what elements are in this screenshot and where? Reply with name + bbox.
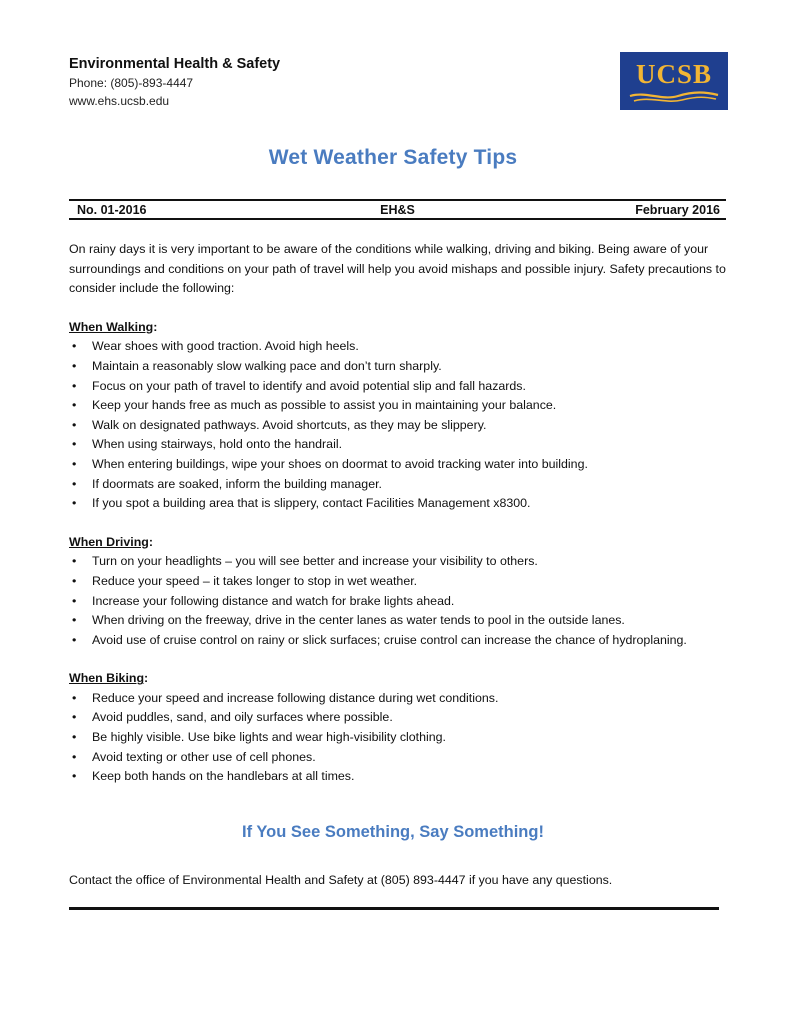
bullet-icon: •	[72, 437, 77, 452]
list-item: • Walk on designated pathways. Avoid shortcuts, as they may be slippery.	[69, 416, 729, 436]
intro-paragraph: On rainy days it is very important to be aware of the conditions while walking, driving and biking. Being aware of your surroundings and conditions on your path of travel will help you avoid mishaps and possible injury. Safety precautions to consider include the following:	[69, 242, 726, 296]
slogan: If You See Something, Say Something!	[242, 823, 544, 841]
list-item: • Be highly visible. Use bike lights and wear high-visibility clothing.	[69, 728, 729, 748]
logo-wave-icon	[628, 90, 720, 104]
list-item: • Keep both hands on the handlebars at all times.	[69, 767, 729, 787]
list-item: • Maintain a reasonably slow walking pace and don’t turn sharply.	[69, 357, 729, 377]
list-item: • Turn on your headlights – you will see better and increase your visibility to others.	[69, 552, 729, 572]
bullet-icon: •	[72, 496, 77, 511]
bottom-divider	[69, 907, 719, 910]
list-item: • When entering buildings, wipe your shoes on doormat to avoid tracking water into building.	[69, 455, 729, 475]
ucsb-logo	[620, 52, 728, 110]
list-item: • When driving on the freeway, drive in the center lanes as water tends to pool in the outside lanes.	[69, 611, 729, 631]
bullet-icon: •	[72, 358, 77, 373]
section-title: When Driving:	[69, 534, 153, 549]
list-item: • Avoid puddles, sand, and oily surfaces where possible.	[69, 708, 729, 728]
list-item: • Focus on your path of travel to identify and avoid potential slip and fall hazards.	[69, 377, 729, 397]
bullet-icon: •	[72, 398, 77, 413]
bullet-icon: •	[72, 749, 77, 764]
list-item: • Wear shoes with good traction. Avoid high heels.	[69, 337, 729, 357]
bullet-icon: •	[72, 769, 77, 784]
bullet-icon: •	[72, 456, 77, 471]
document-date: February 2016	[635, 203, 720, 217]
bullet-icon: •	[72, 730, 77, 745]
list-item: • Avoid use of cruise control on rainy or slick surfaces; cruise control can increase the chance of hydroplaning.	[69, 631, 729, 651]
tips-list	[69, 689, 729, 787]
list-item: • Avoid texting or other use of cell phones.	[69, 748, 729, 768]
section-walking	[69, 318, 729, 514]
bullet-icon: •	[72, 593, 77, 608]
tips-list	[69, 552, 729, 650]
bullet-icon: •	[72, 690, 77, 705]
org-website[interactable]: www.ehs.ucsb.edu	[69, 94, 170, 108]
list-item: • Increase your following distance and watch for brake lights ahead.	[69, 592, 729, 612]
contact-line: Contact the office of Environmental Health and Safety at (805) 893-4447 if you have any questions.	[69, 873, 613, 887]
document-number: No. 01-2016	[77, 203, 147, 217]
bullet-icon: •	[72, 710, 77, 725]
section-biking	[69, 669, 729, 787]
bullet-icon: •	[72, 573, 77, 588]
bullet-icon: •	[72, 417, 77, 432]
section-driving	[69, 533, 729, 651]
document-meta-bar	[69, 199, 726, 220]
document-department: EH&S	[380, 203, 415, 217]
section-title: When Biking:	[69, 671, 149, 686]
bullet-icon: •	[72, 613, 77, 628]
bullet-icon: •	[72, 339, 77, 354]
list-item: • Reduce your speed – it takes longer to stop in wet weather.	[69, 572, 729, 592]
tips-list	[69, 337, 729, 513]
org-phone: Phone: (805)-893-4447	[69, 76, 194, 90]
bullet-icon: •	[72, 476, 77, 491]
document-title: Wet Weather Safety Tips	[268, 146, 518, 169]
org-name: Environmental Health & Safety	[69, 56, 281, 72]
list-item: • If doormats are soaked, inform the building manager.	[69, 475, 729, 495]
org-header	[69, 54, 280, 110]
logo-text: UCSB	[635, 59, 713, 89]
section-title: When Walking:	[69, 319, 158, 334]
bullet-icon: •	[72, 632, 77, 647]
list-item: • When using stairways, hold onto the handrail.	[69, 435, 729, 455]
bullet-icon: •	[72, 378, 77, 393]
bullet-icon: •	[72, 554, 77, 569]
document-body	[69, 240, 729, 787]
list-item: • If you spot a building area that is slippery, contact Facilities Management x8300.	[69, 494, 729, 514]
list-item: • Reduce your speed and increase following distance during wet conditions.	[69, 689, 729, 709]
list-item: • Keep your hands free as much as possible to assist you in maintaining your balance.	[69, 396, 729, 416]
